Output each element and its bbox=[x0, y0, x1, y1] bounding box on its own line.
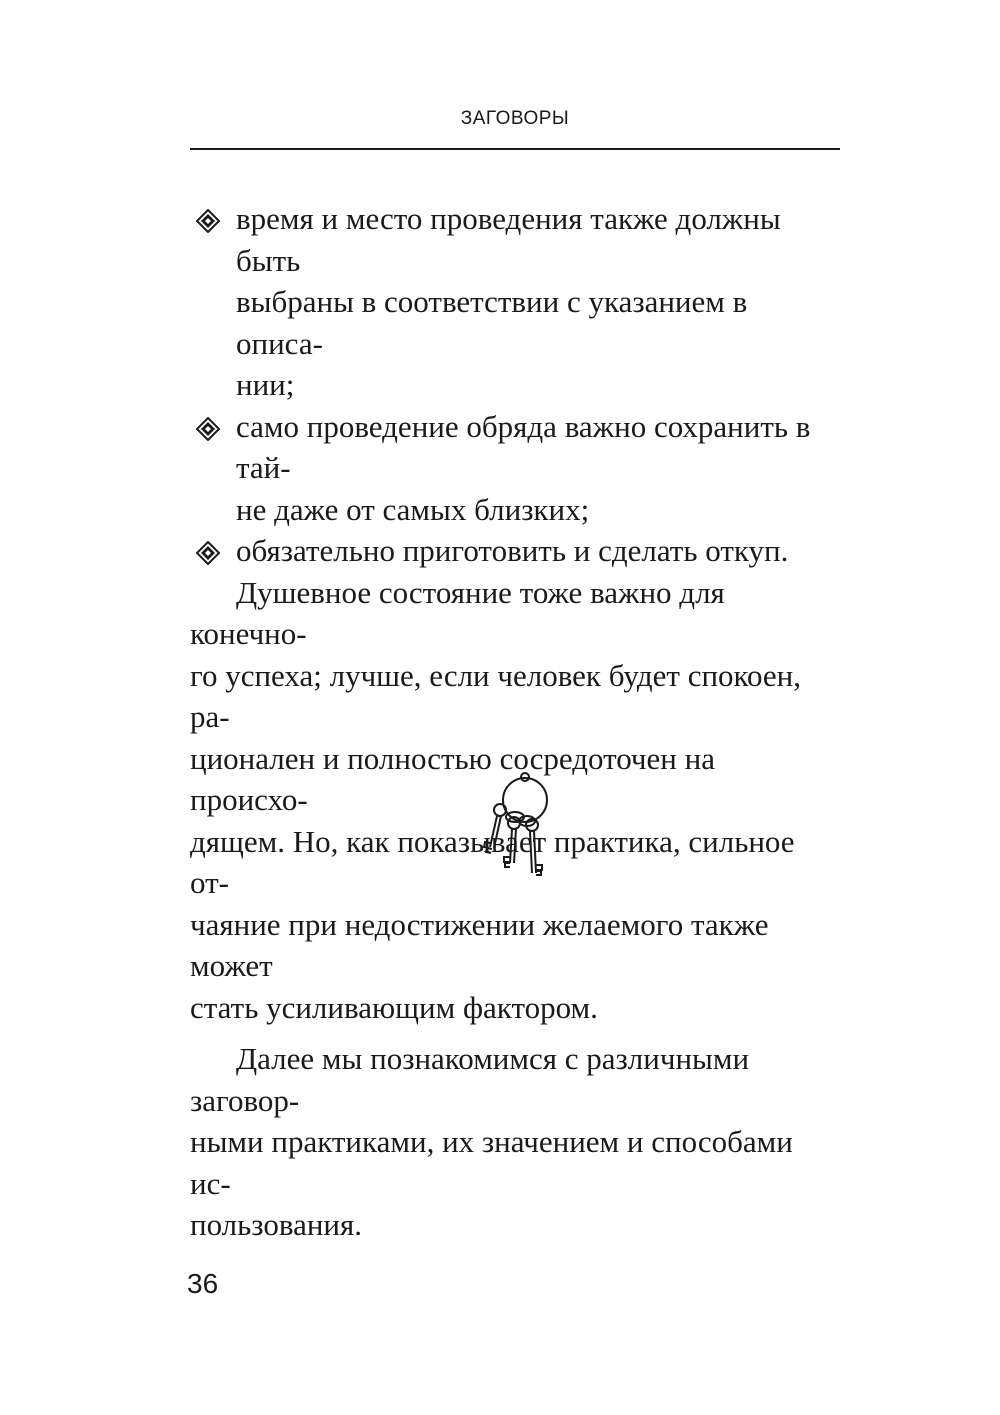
key-ring-icon bbox=[470, 765, 570, 885]
bullet-list bbox=[190, 198, 840, 572]
list-item bbox=[190, 198, 840, 406]
diamond-bullet-icon bbox=[196, 209, 220, 233]
body-paragraph: Далее мы познакомимся с различными заговор- ными практиками, их значением и способами ис- пользования. bbox=[190, 1041, 793, 1242]
bullet-text: время и место проведения также должны быть выбраны в соответствии с указанием в описа- нии; bbox=[236, 201, 781, 402]
list-item bbox=[190, 406, 840, 531]
diamond-bullet-icon bbox=[196, 541, 220, 565]
running-title: ЗАГОВОРЫ bbox=[460, 108, 570, 129]
page-number: 36 bbox=[187, 1268, 219, 1299]
body-paragraph: Душевное состояние тоже важно для конечно- го успеха; лучше, если человек будет спокоен, ра- ционален и полностью сосредоточен на происхо- дящем. Но, как показывает практика, сильное от- чаяние при недостижении желаемого также может стать усиливающим фактором. bbox=[190, 574, 802, 1025]
header-divider bbox=[190, 148, 840, 150]
diamond-bullet-icon bbox=[196, 417, 220, 441]
bullet-text: само проведение обряда важно сохранить в тай- не даже от самых близких; bbox=[236, 408, 811, 527]
list-item bbox=[190, 530, 840, 572]
page-body bbox=[190, 198, 840, 1246]
bullet-text: обязательно приготовить и сделать откуп. bbox=[236, 533, 789, 568]
